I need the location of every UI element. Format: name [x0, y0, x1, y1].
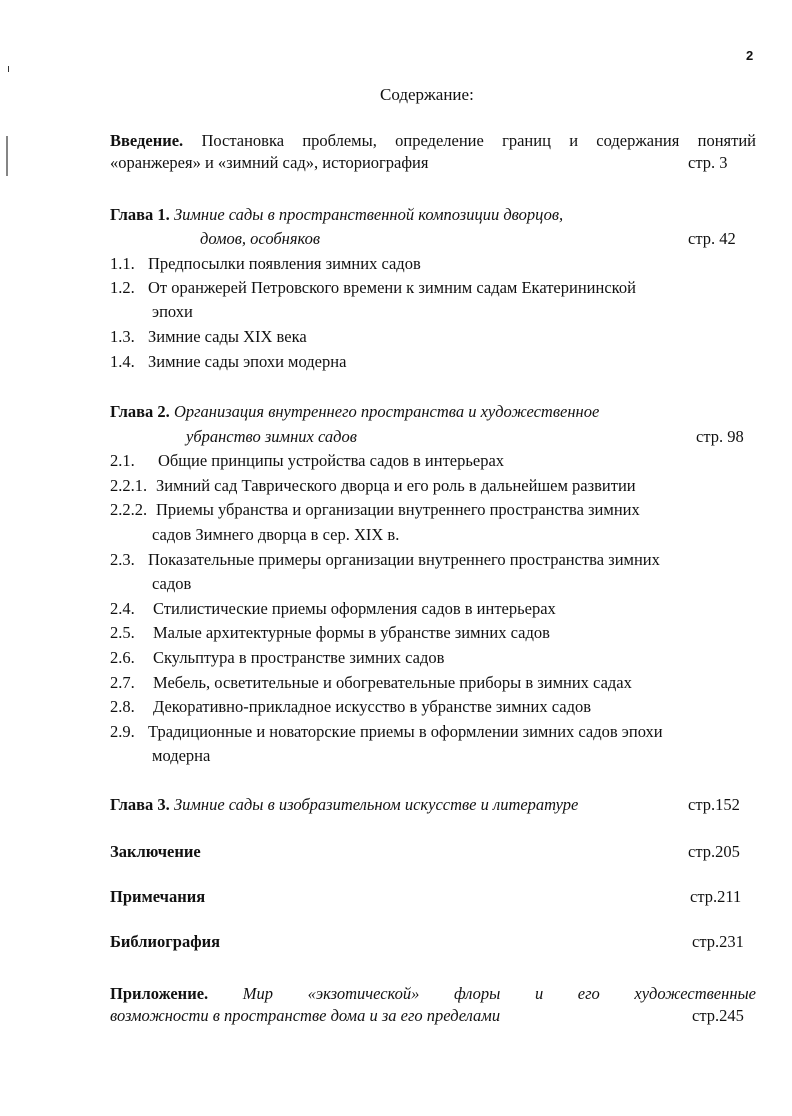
toc-item-num: 2.2.1. [110, 476, 148, 495]
toc-chapter-2-page: стр. 98 [696, 427, 744, 446]
toc-item-num: 1.1. [110, 254, 135, 273]
toc-item-text-cont: садов Зимнего дворца в сер. XIX в. [152, 525, 400, 544]
toc-chapter-1-title: Зимние сады в пространственной композиции дворцов, [173, 205, 564, 224]
toc-item-text: Стилистические приемы оформления садов в интерьерах [153, 599, 556, 618]
toc-item-text-cont: эпохи [152, 302, 193, 321]
toc-item-text: Декоративно-прикладное искусство в убранстве зимних садов [153, 697, 591, 716]
toc-item-text: Скульптура в пространстве зимних садов [153, 648, 445, 667]
scan-mark [8, 66, 9, 72]
toc-conclusion: Заключение [110, 842, 201, 861]
toc-item-num: 2.1. [110, 451, 135, 470]
toc-intro-page: стр. 3 [688, 153, 728, 172]
toc-chapter-2-title-cont: убранство зимних садов [186, 427, 357, 446]
toc-item-num: 1.2. [110, 278, 135, 297]
toc-chapter-1-page: стр. 42 [688, 229, 736, 248]
toc-item-text: Мебель, осветительные и обогревательные приборы в зимних садах [153, 673, 632, 692]
toc-item-text: Традиционные и новаторские приемы в оформлении зимних садов эпохи [148, 722, 663, 741]
toc-bibliography-page: стр.231 [692, 932, 744, 951]
toc-notes-page: стр.211 [690, 887, 742, 906]
toc-intro-line1 [110, 129, 756, 153]
toc-chapter-1-heading [110, 205, 563, 225]
toc-item-text-cont: садов [152, 574, 192, 593]
page-number: 2 [746, 48, 754, 63]
toc-item-text: Зимние сады эпохи модерна [148, 352, 347, 371]
toc-intro-text: Постановка проблемы, определение границ и содержания понятий [201, 131, 756, 150]
toc-item-num: 2.6. [110, 648, 135, 667]
toc-chapter-1-label: Глава 1. [110, 205, 170, 224]
toc-item-num: 2.4. [110, 599, 135, 618]
toc-item-text: Зимний сад Таврического дворца и его роль в дальнейшем развитии [156, 476, 636, 495]
toc-item-num: 2.5. [110, 623, 135, 642]
toc-chapter-2-heading [110, 402, 599, 422]
toc-item-num: 1.4. [110, 352, 135, 371]
toc-item-text-cont: модерна [152, 746, 211, 765]
toc-chapter-3-heading [110, 795, 578, 815]
toc-appendix-label: Приложение. [110, 984, 209, 1003]
toc-notes: Примечания [110, 887, 206, 906]
toc-chapter-3-title: Зимние сады в изобразительном искусстве и литературе [173, 795, 579, 814]
toc-chapter-3-page: стр.152 [688, 795, 740, 814]
toc-item-num: 2.3. [110, 550, 135, 569]
toc-item-text: Показательные примеры организации внутреннего пространства зимних [148, 550, 660, 569]
toc-chapter-3-label: Глава 3. [110, 795, 170, 814]
toc-appendix-page: стр.245 [692, 1006, 744, 1025]
toc-item-num: 1.3. [110, 327, 135, 346]
toc-conclusion-page: стр.205 [688, 842, 740, 861]
toc-item-text: От оранжерей Петровского времени к зимним садам Екатерининской [148, 278, 636, 297]
toc-item-text: Малые архитектурные формы в убранстве зимних садов [153, 623, 550, 642]
toc-item-num: 2.9. [110, 722, 135, 741]
toc-item-num: 2.7. [110, 673, 135, 692]
toc-intro-line2: «оранжерея» и «зимний сад», историография [110, 153, 429, 172]
toc-intro-label: Введение. [110, 131, 184, 150]
toc-chapter-2-label: Глава 2. [110, 402, 170, 421]
toc-appendix-text: Мир «экзотической» флоры и его художественные [242, 984, 757, 1003]
toc-appendix-line1 [110, 982, 756, 1006]
toc-item-text: Зимние сады XIX века [148, 327, 307, 346]
toc-chapter-2-title: Организация внутреннего пространства и художественное [173, 402, 600, 421]
toc-item-text: Предпосылки появления зимних садов [148, 254, 421, 273]
scan-mark [6, 136, 8, 176]
toc-appendix-line2: возможности в пространстве дома и за его пределами [110, 1006, 501, 1025]
toc-bibliography: Библиография [110, 932, 221, 951]
toc-chapter-1-title-cont: домов, особняков [200, 229, 321, 248]
toc-title: Содержание: [380, 85, 474, 104]
toc-item-text: Общие принципы устройства садов в интерьерах [158, 451, 505, 470]
toc-item-text: Приемы убранства и организации внутреннего пространства зимних [156, 500, 640, 519]
toc-item-num: 2.2.2. [110, 500, 148, 519]
toc-item-num: 2.8. [110, 697, 135, 716]
